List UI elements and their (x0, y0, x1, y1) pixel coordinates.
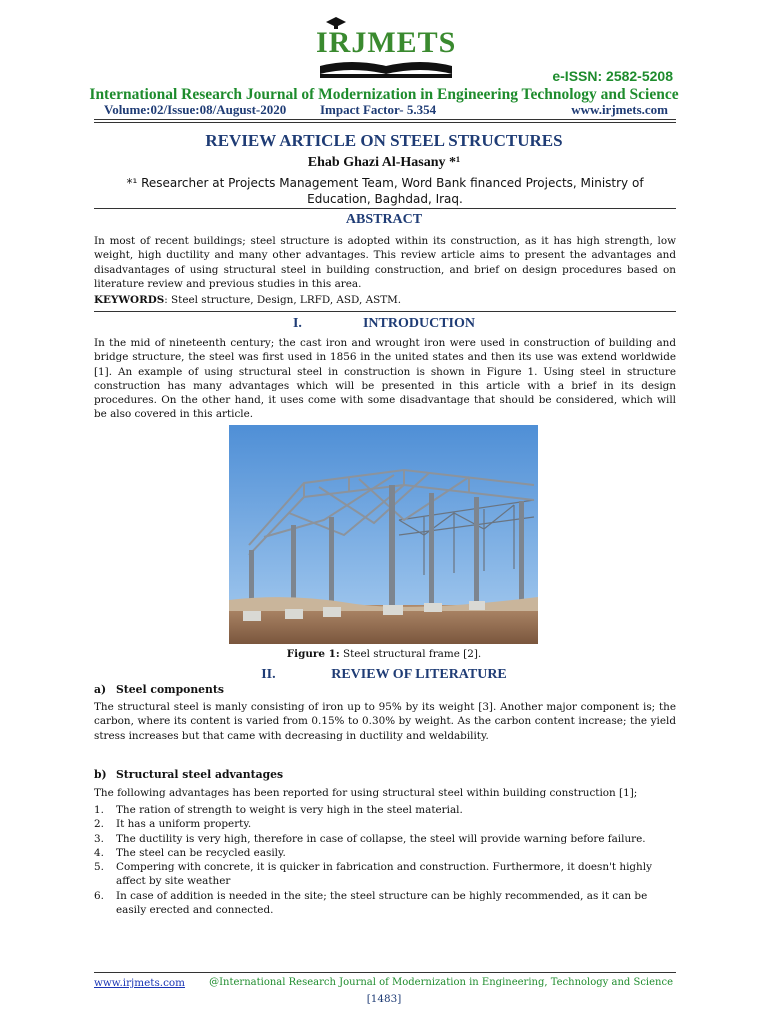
list-number: 5. (94, 861, 104, 874)
section-title: INTRODUCTION (362, 316, 475, 331)
introduction-text: In the mid of nineteenth century; the cast iron and wrought iron were used in construction of building and bridge structure, the steel was first used in 1856 in the united states and then its use was extend worldwide [1]. An example of using structural steel in construction is shown in Figure 1. Using steel in structure construction has many advantages which will be presented in this article with a brief in its design procedures. On the other hand, it uses come with some disadvantage that should be considered, which will be also covered in this article. (94, 337, 676, 421)
section-review-heading (0, 667, 768, 683)
header-rule-2 (94, 122, 676, 123)
logo-wordmark: IRJMETS (316, 26, 457, 59)
list-text: In case of addition is needed in the site; the steel structure can be highly recommended, as it can be easily erected and connected. (116, 889, 648, 917)
author-name: Ehab Ghazi Al-Hasany *¹ (307, 155, 461, 170)
list-item (94, 860, 676, 889)
list-number: 1. (94, 804, 104, 816)
list-number: 2. (94, 818, 104, 831)
section-introduction-heading (0, 316, 768, 332)
keywords-label: KEYWORDS (94, 294, 165, 306)
subsection-label: b) (94, 768, 107, 781)
section-number: II. (261, 667, 276, 682)
subsection-label: a) (94, 683, 107, 696)
journal-website[interactable]: www.irjmets.com (571, 102, 668, 117)
section-number: I. (292, 316, 302, 331)
journal-logo (316, 14, 456, 82)
steel-frame-photo (229, 425, 538, 644)
list-number: 4. (94, 846, 104, 859)
article-title: REVIEW ARTICLE ON STEEL STRUCTURES (205, 131, 563, 150)
advantages-list (94, 803, 676, 917)
header-rule-1 (94, 119, 676, 120)
figure-caption (0, 648, 768, 660)
author-affiliation: *¹ Researcher at Projects Management Team, Word Bank financed Projects, Ministry of Education, Baghdad, Iraq. (126, 176, 644, 206)
subsection-advantages (94, 768, 283, 781)
advantages-intro: The following advantages has been reported for using structural steel within building construction [1]; (94, 787, 638, 799)
list-item (94, 803, 676, 817)
figure-label: Figure 1: (286, 648, 340, 660)
keywords-line (94, 293, 676, 307)
list-text: It has a uniform property. (116, 818, 252, 831)
journal-name: International Research Journal of Modernization in Engineering Technology and Science (89, 86, 679, 103)
list-item (94, 832, 676, 846)
abstract-rule (94, 208, 676, 209)
list-item (94, 889, 676, 918)
keywords-rule (94, 311, 676, 312)
footer-copyright: @International Research Journal of Modernization in Engineering, Technology and Science (209, 977, 673, 988)
list-text: The steel can be recycled easily. (116, 846, 286, 859)
subsection-title: Structural steel advantages (116, 768, 284, 781)
volume-issue: Volume:02/Issue:08/August-2020 (104, 102, 287, 117)
issn-number: e-ISSN: 2582-5208 (552, 68, 673, 84)
list-text: The ductility is very high, therefore in case of collapse, the steel will provide warning before failure. (116, 832, 646, 845)
keywords-text: : Steel structure, Design, LRFD, ASD, ASTM. (164, 294, 402, 306)
subsection-title: Steel components (116, 683, 224, 696)
abstract-heading: ABSTRACT (345, 212, 423, 227)
figure-caption-text: Steel structural frame [2]. (339, 648, 482, 660)
subsection-steel-components (94, 683, 224, 696)
steel-components-text: The structural steel is manly consisting of iron up to 95% by its weight [3]. Another major component is; the carbon, where its content is varied from 0.15% to 0.30% by weight. As the carbon content increase; the yield stress increases but that came with decreasing in ductility and weldability. (94, 701, 676, 742)
footer-rule (94, 972, 676, 973)
list-item (94, 846, 676, 860)
page-number: [1483] (366, 993, 402, 1005)
abstract-text: In most of recent buildings; steel structure is adopted within its construction, as it has high strength, low weight, high ductility and many other advantages. This review article aims to present the advantages and disadvantages of using structural steel in building construction, and brief on design procedures based on literature review and previous studies in this area. (94, 235, 676, 290)
impact-factor: Impact Factor- 5.354 (320, 102, 437, 117)
section-title: REVIEW OF LITERATURE (331, 667, 507, 682)
list-text: Compering with concrete, it is quicker in fabrication and construction. Furthermore, it doesn't highly affect by site weather (116, 861, 652, 888)
list-number: 6. (94, 889, 104, 902)
list-item (94, 817, 676, 831)
list-text: The ration of strength to weight is very high in the steel material. (116, 804, 463, 816)
footer-website-link[interactable]: www.irjmets.com (94, 977, 186, 989)
list-number: 3. (94, 832, 104, 845)
